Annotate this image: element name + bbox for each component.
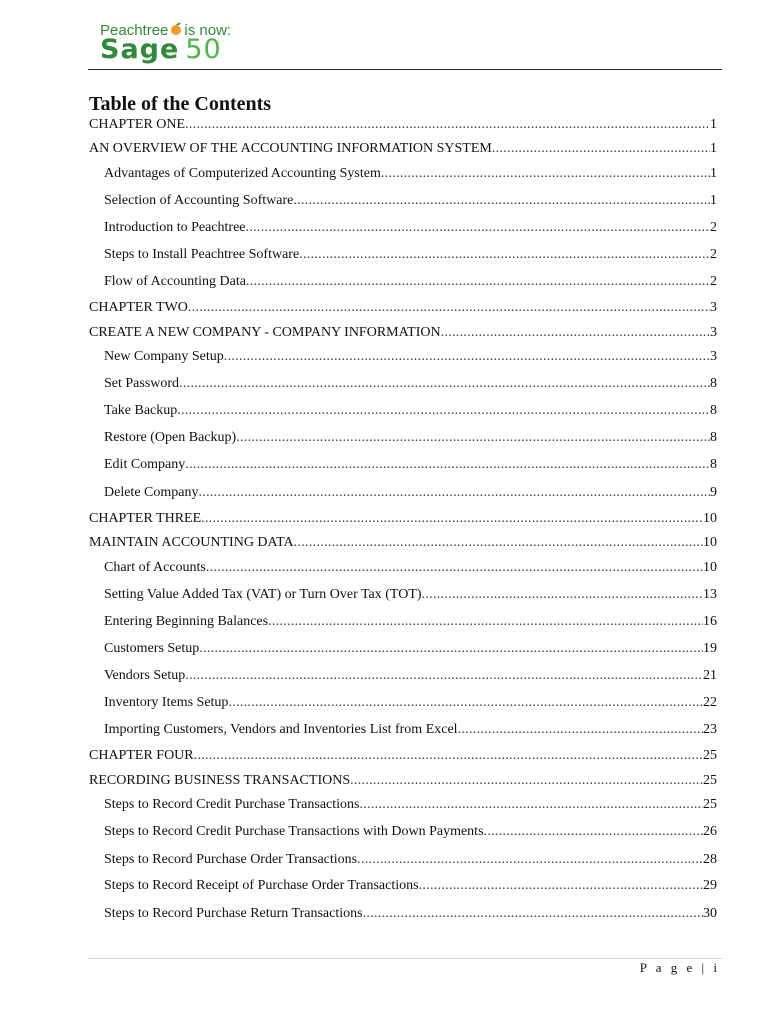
toc-leader-dots: [294, 535, 703, 551]
toc-leader-dots: [188, 300, 710, 316]
page-footer: [640, 960, 720, 976]
toc-entry-page: 13: [703, 587, 717, 602]
toc-entry-page: 3: [710, 349, 717, 364]
toc-leader-dots: [350, 773, 703, 789]
toc-entry-title: Steps to Record Credit Purchase Transactions: [104, 797, 360, 812]
toc-entry-title: Inventory Items Setup: [104, 695, 229, 710]
toc-leader-dots: [246, 274, 710, 290]
toc-entry-title: Delete Company: [104, 485, 199, 500]
toc-leader-dots: [236, 430, 710, 446]
toc-entry-title: Restore (Open Backup): [104, 430, 237, 445]
toc-leader-dots: [201, 511, 703, 527]
toc-entry-title: Importing Customers, Vendors and Inventories List from Excel: [104, 722, 458, 737]
toc-leader-dots: [185, 668, 703, 684]
sage-50-logo: [100, 20, 340, 65]
toc-leader-dots: [381, 166, 710, 182]
toc-entry-page: 25: [703, 773, 717, 788]
toc-entry[interactable]: [104, 220, 717, 236]
toc-entry-page: 23: [703, 722, 717, 737]
toc-entry[interactable]: [104, 668, 717, 684]
toc-leader-dots: [359, 797, 703, 813]
toc-leader-dots: [194, 748, 703, 764]
toc-entry-title: Introduction to Peachtree: [104, 220, 246, 235]
toc-leader-dots: [357, 852, 703, 868]
toc-entry-page: 10: [703, 560, 717, 575]
toc-entry-page: 19: [703, 641, 717, 656]
toc-leader-dots: [363, 906, 703, 922]
toc-leader-dots: [224, 349, 710, 365]
toc-entry-page: 8: [710, 430, 717, 445]
page-number: | i: [701, 960, 720, 975]
toc-entry-title: RECORDING BUSINESS TRANSACTIONS: [89, 773, 351, 788]
toc-entry-page: 10: [703, 535, 717, 550]
toc-leader-dots: [492, 141, 710, 157]
toc-entry[interactable]: [89, 300, 717, 316]
toc-entry-page: 3: [710, 325, 717, 340]
logo-peachtree-text: Peachtree: [100, 22, 169, 39]
toc-leader-dots: [299, 247, 710, 263]
toc-leader-dots: [199, 641, 703, 657]
toc-entry[interactable]: [104, 906, 717, 922]
toc-entry[interactable]: [104, 878, 717, 894]
toc-entry[interactable]: [104, 641, 717, 657]
toc-entry[interactable]: [104, 587, 717, 603]
toc-entry[interactable]: [104, 560, 717, 576]
toc-entry-title: AN OVERVIEW OF THE ACCOUNTING INFORMATION SYSTEM: [89, 141, 492, 156]
toc-entry-page: 25: [703, 797, 717, 812]
toc-leader-dots: [441, 325, 710, 341]
toc-entry[interactable]: [89, 535, 717, 551]
header-divider: [88, 69, 722, 70]
toc-entry-title: Set Password: [104, 376, 180, 391]
toc-entry-title: Edit Company: [104, 457, 186, 472]
toc-entry[interactable]: [104, 852, 717, 868]
logo-is-now-text: is now:: [184, 22, 232, 39]
toc-entry-page: 8: [710, 457, 717, 472]
logo-version-text: 50: [185, 34, 222, 65]
toc-entry[interactable]: [104, 695, 717, 711]
toc-entry-title: Flow of Accounting Data: [104, 274, 246, 289]
toc-entry-title: New Company Setup: [104, 349, 224, 364]
toc-entry-page: 16: [703, 614, 717, 629]
toc-entry[interactable]: [104, 430, 717, 446]
toc-entry[interactable]: [104, 457, 717, 473]
toc-entry[interactable]: [104, 247, 717, 263]
toc-entry-page: 2: [710, 274, 717, 289]
toc-entry-page: 2: [710, 247, 717, 262]
toc-entry[interactable]: [89, 141, 717, 157]
toc-entry[interactable]: [104, 797, 717, 813]
toc-entry[interactable]: [89, 748, 717, 764]
toc-leader-dots: [228, 695, 703, 711]
logo-brand-text: Sage: [100, 34, 180, 65]
toc-entry-title: Steps to Record Receipt of Purchase Order Transactions: [104, 878, 419, 893]
toc-title: Table of the Contents: [89, 93, 272, 115]
toc-entry-page: 25: [703, 748, 717, 763]
toc-leader-dots: [268, 614, 703, 630]
toc-leader-dots: [185, 457, 710, 473]
toc-leader-dots: [246, 220, 710, 236]
toc-entry-page: 9: [710, 485, 717, 500]
toc-entry-title: Steps to Install Peachtree Software: [104, 247, 300, 262]
toc-entry-title: CREATE A NEW COMPANY - COMPANY INFORMATION: [89, 325, 441, 340]
toc-leader-dots: [484, 824, 703, 840]
toc-entry[interactable]: [104, 274, 717, 290]
toc-entry[interactable]: [89, 325, 717, 341]
toc-entry[interactable]: [104, 349, 717, 365]
toc-entry[interactable]: [89, 511, 717, 527]
toc-entry[interactable]: [104, 193, 717, 209]
toc-entry-page: 2: [710, 220, 717, 235]
toc-entry-page: 22: [703, 695, 717, 710]
toc-entry-page: 28: [703, 852, 717, 867]
toc-leader-dots: [206, 560, 703, 576]
toc-leader-dots: [198, 485, 710, 501]
toc-entry-page: 8: [710, 376, 717, 391]
toc-entry-title: CHAPTER ONE: [89, 117, 186, 132]
toc-entry-title: Steps to Record Purchase Return Transactions: [104, 906, 363, 921]
toc-entry[interactable]: [104, 824, 717, 840]
toc-entry[interactable]: [104, 166, 717, 182]
toc-entry[interactable]: [89, 773, 717, 789]
toc-entry-title: Advantages of Computerized Accounting System: [104, 166, 381, 181]
toc-entry-title: CHAPTER FOUR: [89, 748, 194, 763]
toc-leader-dots: [422, 587, 703, 603]
toc-entry-page: 1: [710, 117, 717, 132]
toc-leader-dots: [185, 117, 710, 133]
toc-entry-page: 8: [710, 403, 717, 418]
toc-entry-title: Vendors Setup: [104, 668, 186, 683]
toc-leader-dots: [179, 376, 710, 392]
toc-entry-title: Entering Beginning Balances: [104, 614, 269, 629]
toc-entry-title: Chart of Accounts: [104, 560, 206, 575]
toc-entry-title: Selection of Accounting Software: [104, 193, 294, 208]
toc-entry[interactable]: [104, 485, 717, 501]
toc-entry-page: 1: [710, 141, 717, 156]
toc-entry-title: Setting Value Added Tax (VAT) or Turn Over Tax (TOT): [104, 587, 422, 602]
toc-entry-page: 1: [710, 166, 717, 181]
toc-entry-title: Take Backup: [104, 403, 178, 418]
toc-entry-title: Steps to Record Credit Purchase Transactions with Down Payments: [104, 824, 484, 839]
toc-leader-dots: [293, 193, 710, 209]
toc-leader-dots: [419, 878, 703, 894]
toc-entry-page: 26: [703, 824, 717, 839]
toc-entry[interactable]: [104, 403, 717, 419]
toc-entry[interactable]: [89, 117, 717, 133]
toc-entry-title: CHAPTER TWO: [89, 300, 188, 315]
toc-entry-page: 30: [703, 906, 717, 921]
toc-entry-page: 21: [703, 668, 717, 683]
toc-leader-dots: [458, 722, 703, 738]
toc-entry-title: Steps to Record Purchase Order Transactions: [104, 852, 358, 867]
toc-entry-page: 10: [703, 511, 717, 526]
toc-entry-title: MAINTAIN ACCOUNTING DATA: [89, 535, 294, 550]
toc-entry[interactable]: [104, 376, 717, 392]
logo-brand: [100, 34, 222, 66]
toc-entry[interactable]: [104, 614, 717, 630]
toc-entry[interactable]: [104, 722, 717, 738]
toc-entry-title: CHAPTER THREE: [89, 511, 202, 526]
footer-divider: [88, 958, 722, 959]
toc-leader-dots: [177, 403, 710, 419]
toc-entry-title: Customers Setup: [104, 641, 200, 656]
toc-entry-page: 29: [703, 878, 717, 893]
toc-entry-page: 1: [710, 193, 717, 208]
page-label: P a g e: [639, 960, 696, 975]
toc-entry-page: 3: [710, 300, 717, 315]
